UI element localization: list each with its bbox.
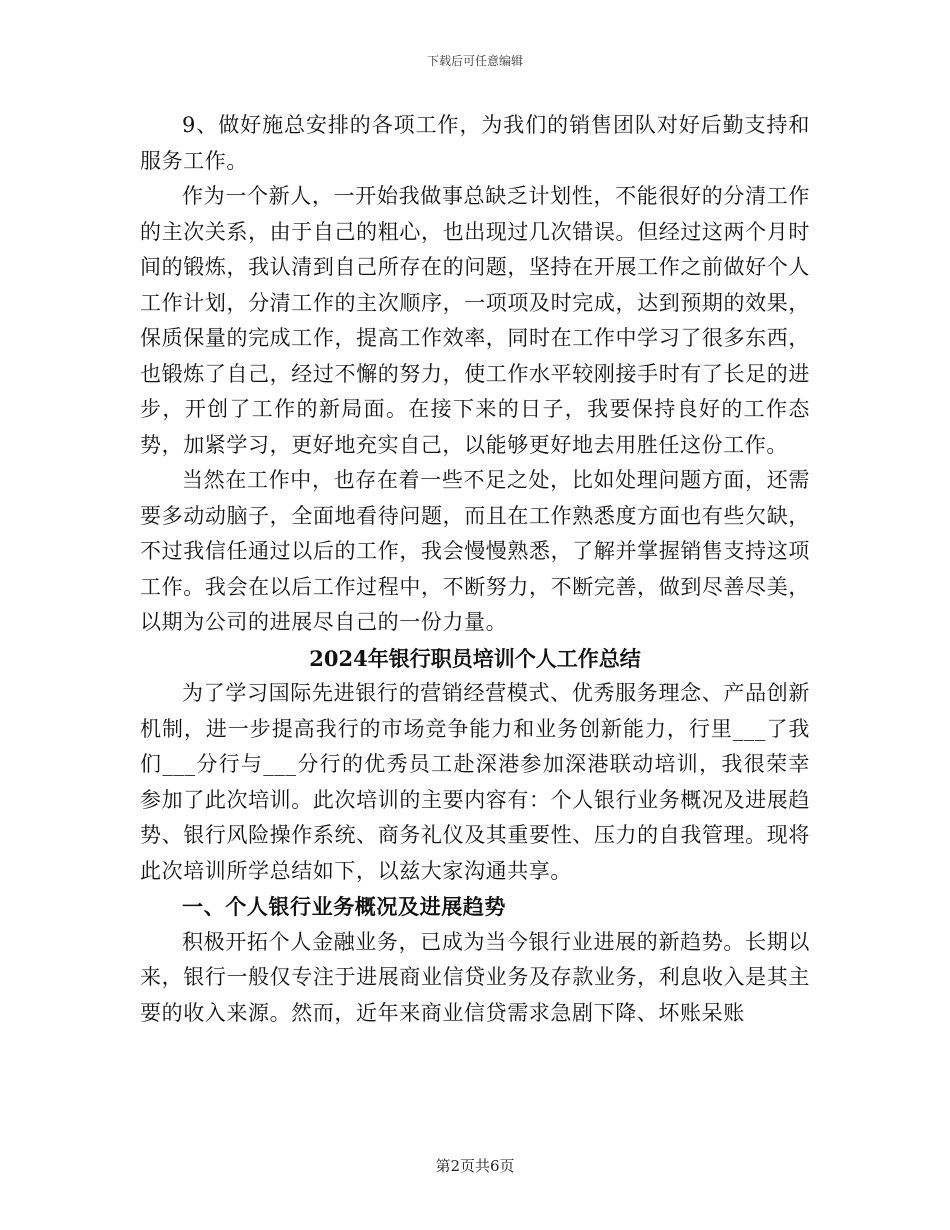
document-title: 2024年银行职员培训个人工作总结 <box>309 645 641 671</box>
paragraph-item-9: 9、做好施总安排的各项工作，为我们的销售团队对好后勤支持和服务工作。 <box>140 113 810 173</box>
paragraph-shortcomings: 当然在工作中，也存在着一些不足之处，比如处理问题方面，还需要多动动脑子，全面地看待问题，而且在工作熟悉度方面也有些欠缺，不过我信任通过以后的工作，我会慢慢熟悉，了解并掌握销售支持这项工作。我会在以后工作过程中，不断努力，不断完善，做到尽善尽美，以期为公司的进展尽自己的一份力量。 <box>140 468 810 634</box>
page-number: 第2页共6页 <box>435 1157 515 1175</box>
header-note: 下载后可任意编辑 <box>426 54 523 68</box>
section-heading-1: 一、个人银行业务概况及进展趋势 <box>182 894 506 919</box>
paragraph-training-intro: 为了学习国际先进银行的营销经营模式、优秀服务理念、产品创新机制，进一步提高我行的市场竞争能力和业务创新能力，行里___了我们___分行与___分行的优秀员工赴深港参加深港联动培训，我很荣幸参加了此次培训。此次培训的主要内容有：个人银行业务概况及进展趋势、银行风险操作系统、商务礼仪及其重要性、压力的自我管理。现将此次培训所学总结如下，以兹大家沟通共享。 <box>140 681 810 883</box>
paragraph-newcomer-reflection: 作为一个新人，一开始我做事总缺乏计划性，不能很好的分清工作的主次关系，由于自己的粗心，也出现过几次错误。但经过这两个月时间的锻炼，我认清到自己所存在的问题，坚持在开展工作之前做好个人工作计划，分清工作的主次顺序，一项项及时完成，达到预期的效果，保质保量的完成工作，提高工作效率，同时在工作中学习了很多东西，也锻炼了自己，经过不懈的努力，使工作水平较刚接手时有了长足的进步，开创了工作的新局面。在接下来的日子，我要保持良好的工作态势，加紧学习，更好地充实自己，以能够更好地去用胜任这份工作。 <box>140 184 810 457</box>
document-body <box>140 108 810 1031</box>
paragraph-personal-banking: 积极开拓个人金融业务，已成为当今银行业进展的新趋势。长期以来，银行一般仅专注于进展商业信贷业务及存款业务，利息收入是其主要的收入来源。然而，近年来商业信贷需求急剧下降、坏账呆账 <box>140 929 810 1025</box>
